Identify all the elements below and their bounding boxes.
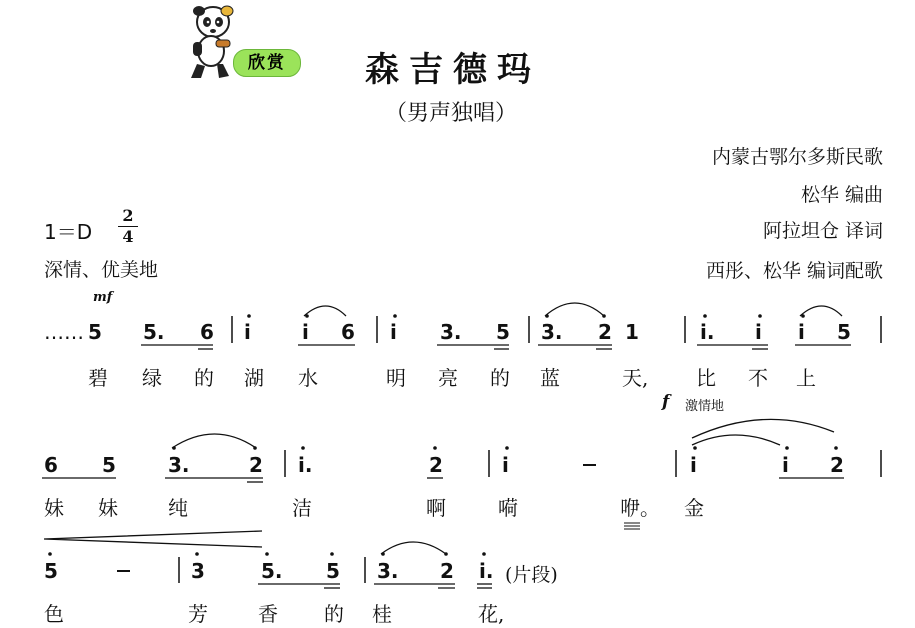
svg-text:6: 6 — [44, 453, 58, 477]
svg-text:5: 5 — [102, 453, 116, 477]
svg-text:i: i — [390, 320, 397, 344]
svg-text:3: 3 — [191, 559, 205, 583]
svg-text:5: 5 — [326, 559, 340, 583]
appreciation-badge: 欣赏 — [233, 49, 301, 77]
lyric: 的 — [194, 366, 214, 390]
svg-text:2: 2 — [830, 453, 844, 477]
svg-text:5: 5 — [44, 559, 58, 583]
origin-credit: 内蒙古鄂尔多斯民歌 — [711, 146, 883, 168]
lyric-adapter-credit: 西彤、松华 编词配歌 — [705, 260, 883, 282]
lyric: 水 — [298, 366, 318, 390]
lyric: 啊 — [426, 496, 446, 520]
lyric: 明 — [386, 366, 406, 390]
svg-text:5: 5 — [88, 320, 102, 344]
lyric: 妹 — [44, 496, 64, 520]
svg-text:i: i — [690, 453, 697, 477]
lyric: 天, — [622, 366, 649, 390]
lyric: 金 — [684, 496, 704, 520]
lyric: 芳 — [188, 602, 208, 626]
lyric: 香 — [258, 602, 278, 626]
svg-text:3.: 3. — [440, 320, 462, 344]
expression-marking: 激情地 — [685, 399, 725, 414]
time-signature-denominator: 4 — [122, 227, 134, 246]
translator-credit: 阿拉坦仓 译词 — [762, 220, 883, 242]
svg-text:5: 5 — [837, 320, 851, 344]
svg-text:i.: i. — [700, 320, 715, 344]
dynamic-f: f — [662, 392, 670, 412]
lyric: 亮 — [438, 366, 458, 390]
lyric: 纯 — [168, 496, 188, 520]
song-subtitle: （男声独唱） — [385, 101, 518, 126]
svg-text:6: 6 — [200, 320, 214, 344]
svg-text:5.: 5. — [143, 320, 165, 344]
svg-text:i.: i. — [298, 453, 313, 477]
lyric: 桂 — [372, 602, 392, 626]
lyric: 不 — [748, 366, 768, 390]
svg-text:i: i — [244, 320, 251, 344]
song-title: 森吉德玛 — [365, 50, 541, 90]
svg-text:2: 2 — [429, 453, 443, 477]
lyric: 比 — [696, 366, 716, 390]
score-line-2 — [42, 419, 881, 482]
lyric: 色 — [44, 602, 64, 626]
time-signature-numerator: 2 — [122, 206, 134, 225]
svg-text:i: i — [782, 453, 789, 477]
svg-text:2: 2 — [440, 559, 454, 583]
lyric: 碧 — [88, 366, 108, 390]
lyric: 蓝 — [540, 366, 560, 390]
lyric: 的 — [490, 366, 510, 390]
svg-text:3.: 3. — [168, 453, 190, 477]
score-line-1 — [44, 303, 881, 349]
lyric: 绿 — [142, 366, 162, 390]
pickup-dots: …… — [44, 320, 84, 344]
svg-text:i: i — [755, 320, 762, 344]
lyric: 嗬 — [498, 496, 518, 520]
svg-text:1: 1 — [625, 320, 639, 344]
svg-text:5.: 5. — [261, 559, 283, 583]
svg-text:6: 6 — [341, 320, 355, 344]
lyric: 妹 — [98, 496, 118, 520]
svg-text:i: i — [502, 453, 509, 477]
lyric: 上 — [796, 366, 816, 390]
svg-text:i.: i. — [479, 559, 494, 583]
svg-text:2: 2 — [249, 453, 263, 477]
lyric: 咿。 — [620, 496, 660, 520]
svg-text:5: 5 — [496, 320, 510, 344]
svg-text:3.: 3. — [541, 320, 563, 344]
score-line-3 — [44, 531, 493, 588]
arranger-credit: 松华 编曲 — [800, 184, 883, 206]
lyric: 的 — [324, 602, 344, 626]
svg-text:2: 2 — [598, 320, 612, 344]
lyric: 花, — [478, 602, 505, 626]
excerpt-note: (片段) — [505, 564, 558, 586]
key-signature: 1＝D — [44, 220, 93, 244]
svg-text:i: i — [798, 320, 805, 344]
svg-text:3.: 3. — [377, 559, 399, 583]
svg-text:i: i — [302, 320, 309, 344]
lyric-extension-marks — [624, 516, 640, 525]
tempo-marking: 深情、优美地 — [44, 259, 159, 281]
lyric: 洁 — [292, 496, 312, 520]
dynamic-mf: mf — [93, 290, 113, 305]
lyric: 湖 — [244, 366, 264, 390]
